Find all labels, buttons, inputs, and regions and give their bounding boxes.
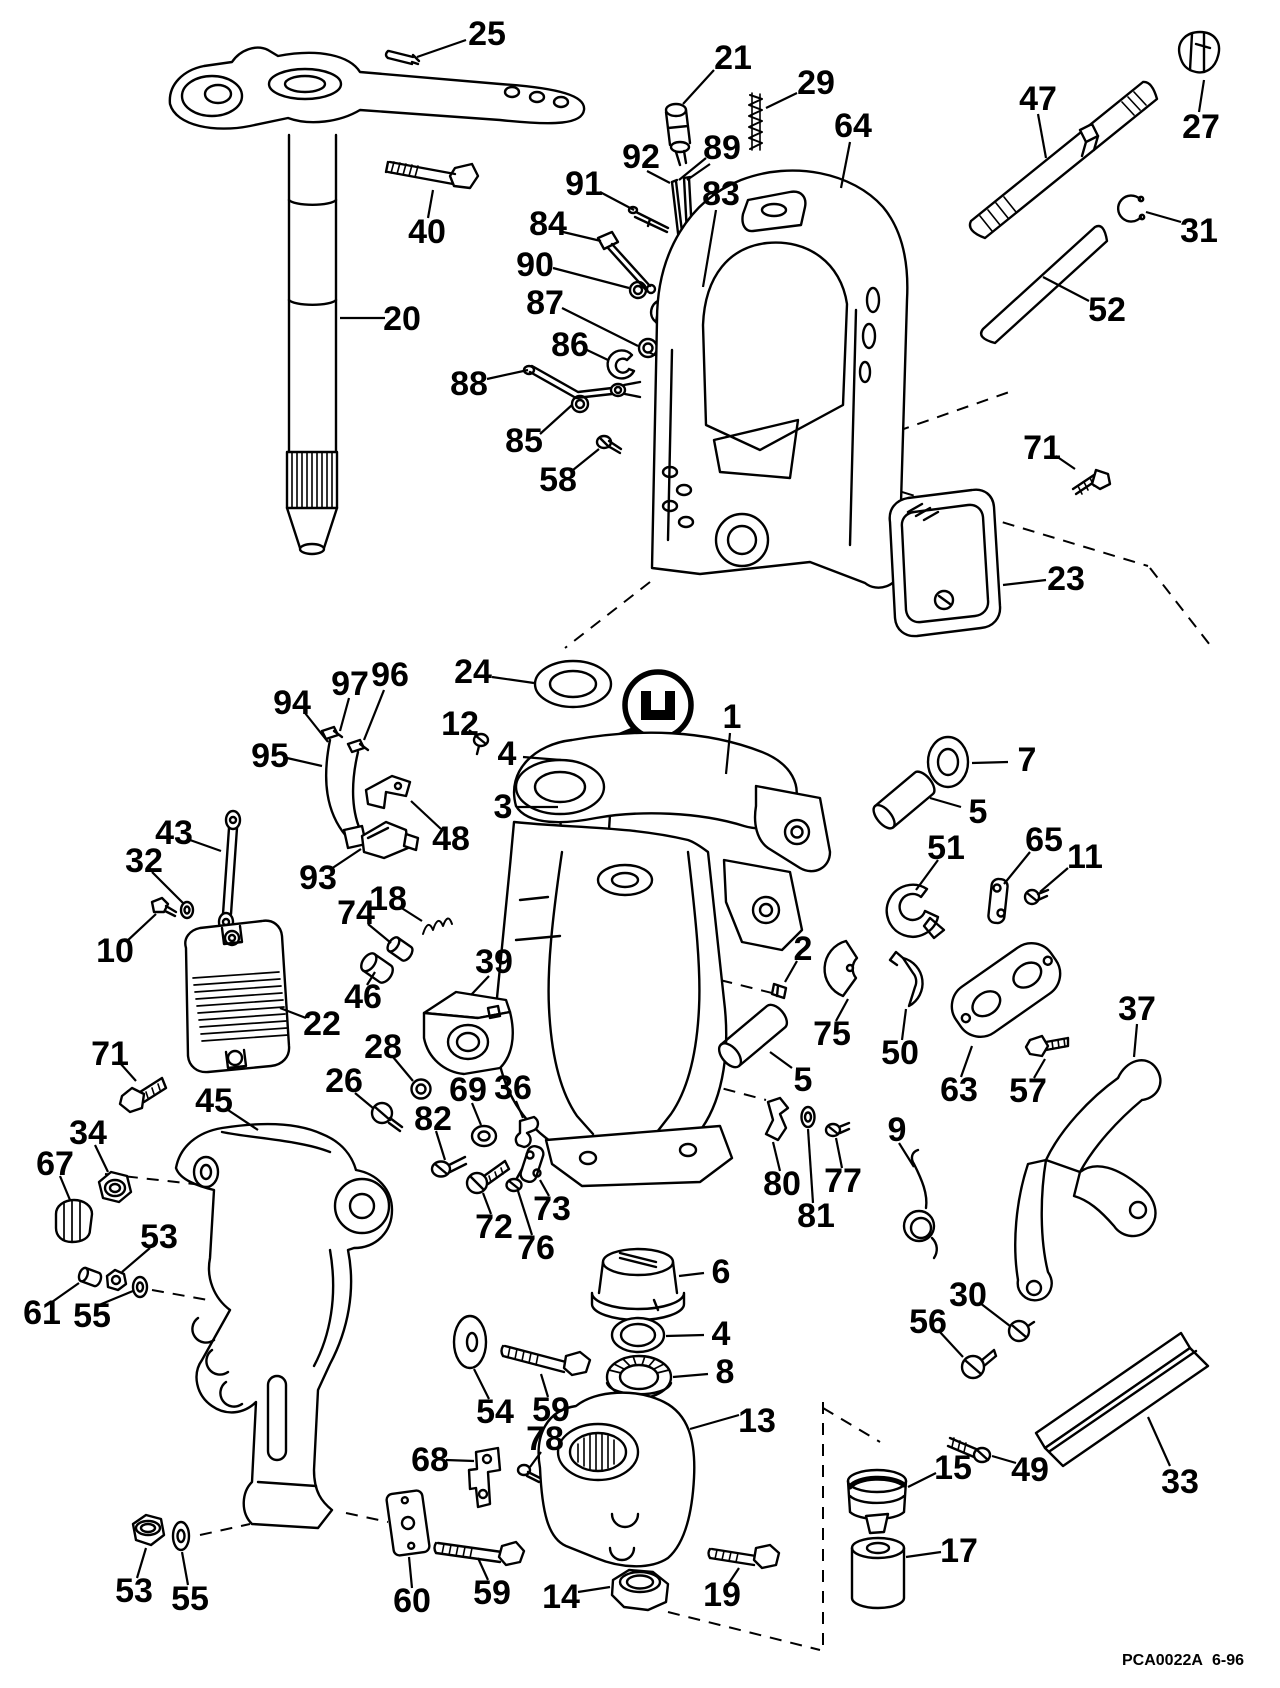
callout-76: 76: [517, 1229, 555, 1267]
callout-96: 96: [371, 656, 409, 694]
grille-plate-22: [185, 921, 289, 1072]
bolt-71-left: [120, 1078, 166, 1112]
callout-83: 83: [702, 175, 740, 213]
callout-80: 80: [763, 1165, 801, 1203]
probe-91: [629, 207, 668, 232]
callout-55: 55: [171, 1580, 209, 1618]
callout-50: 50: [881, 1034, 919, 1072]
trim-switch-93: [362, 822, 418, 858]
callout-49: 49: [1011, 1451, 1049, 1489]
nut-28: [412, 1080, 431, 1099]
alignment-dashed-line: [152, 1290, 208, 1300]
cap-67: [56, 1200, 92, 1242]
leader-line-14: [578, 1587, 610, 1592]
screw-71-top: [1073, 470, 1110, 494]
callout-90: 90: [516, 246, 554, 284]
callout-64: 64: [834, 107, 872, 145]
upper-mount-cap-15: [848, 1470, 906, 1533]
callout-68: 68: [411, 1441, 449, 1479]
callout-9: 9: [887, 1111, 907, 1149]
seal-4-bottom: [612, 1318, 664, 1352]
callout-3: 3: [493, 788, 513, 826]
callout-25: 25: [468, 15, 506, 53]
bushing-61: [77, 1267, 102, 1288]
motor-mount-6: [592, 1249, 684, 1320]
callout-22: 22: [303, 1005, 341, 1043]
callout-73: 73: [533, 1190, 571, 1228]
leader-line-7: [972, 762, 1008, 763]
washer-32: [181, 902, 193, 918]
leader-line-90: [553, 268, 629, 288]
screw-82: [432, 1157, 466, 1177]
screw-78: [518, 1465, 540, 1482]
callout-8: 8: [715, 1353, 735, 1391]
screw-76: [507, 1169, 523, 1191]
washer-55-bottom: [173, 1522, 189, 1550]
callout-67: 67: [36, 1145, 74, 1183]
washer-54: [454, 1316, 486, 1368]
bolt-59-upper: [502, 1346, 591, 1375]
leader-line-68: [446, 1460, 474, 1461]
callout-88: 88: [450, 365, 488, 403]
callout-51: 51: [927, 829, 965, 867]
washer-81: [802, 1107, 815, 1127]
grommet-69: [472, 1126, 496, 1146]
callout-87: 87: [526, 284, 564, 322]
link-43: [219, 811, 240, 931]
callout-46: 46: [344, 978, 382, 1016]
callout-14: 14: [542, 1578, 580, 1616]
nut-14: [612, 1570, 668, 1610]
pin-2: [772, 984, 786, 998]
wire-probe-84: [598, 232, 655, 293]
cam-75: [825, 941, 857, 996]
callout-89: 89: [703, 129, 741, 167]
callout-36: 36: [494, 1069, 532, 1107]
bracket-68: [469, 1448, 500, 1507]
spring-18: [423, 918, 452, 934]
callout-34: 34: [69, 1114, 107, 1152]
ring-90: [630, 282, 646, 298]
alignment-dashed-line: [200, 1524, 250, 1535]
leader-line-91: [600, 192, 634, 210]
leader-line-37: [1134, 1024, 1137, 1057]
leader-line-17: [906, 1552, 941, 1557]
steering-arm-assembly: [170, 48, 584, 554]
callout-78: 78: [526, 1420, 564, 1458]
screw-77: [826, 1123, 849, 1136]
leader-line-33: [1148, 1417, 1170, 1466]
nut-87: [639, 339, 657, 357]
callout-15: 15: [934, 1449, 972, 1487]
callout-71: 71: [91, 1035, 129, 1073]
callout-91: 91: [565, 165, 603, 203]
callout-28: 28: [364, 1028, 402, 1066]
callout-69: 69: [449, 1071, 487, 1109]
bolt-19: [709, 1545, 780, 1568]
callout-52: 52: [1088, 291, 1126, 329]
callout-94: 94: [273, 684, 311, 722]
ground-bar-33: [1036, 1333, 1208, 1466]
alignment-dashed-line: [346, 1513, 388, 1522]
mount-plate-60: [386, 1490, 430, 1556]
callout-71: 71: [1023, 429, 1061, 467]
leader-line-21: [683, 70, 714, 104]
screw-10: [152, 898, 176, 916]
alignment-dashed-line: [565, 582, 650, 648]
callout-10: 10: [96, 932, 134, 970]
leader-line-11: [1040, 868, 1068, 892]
callout-24: 24: [454, 653, 492, 691]
link-65: [988, 878, 1009, 923]
leader-line-24: [492, 677, 534, 683]
leader-line-5: [930, 798, 961, 807]
callout-29: 29: [797, 64, 835, 102]
callout-39: 39: [475, 943, 513, 981]
wire-harness-94-97: [322, 727, 368, 848]
leader-line-6: [679, 1273, 704, 1276]
leader-line-15: [908, 1473, 936, 1487]
mount-bracket-63: [942, 934, 1069, 1046]
callout-77: 77: [824, 1162, 862, 1200]
callout-59: 59: [532, 1391, 570, 1429]
snap-ring-31: [1118, 196, 1144, 222]
spring-9: [904, 1150, 937, 1258]
callout-55: 55: [73, 1297, 111, 1335]
tilt-stop-knob-21: [666, 104, 690, 165]
callout-57: 57: [1009, 1072, 1047, 1110]
screw-56: [962, 1350, 996, 1378]
link-73: [519, 1144, 545, 1183]
callout-17: 17: [940, 1532, 978, 1570]
callout-40: 40: [408, 213, 446, 251]
callout-81: 81: [797, 1197, 835, 1235]
alignment-dashed-line: [823, 1408, 880, 1442]
callout-84: 84: [529, 205, 567, 243]
plate-23: [890, 490, 1000, 636]
leader-line-47: [1038, 114, 1046, 158]
leader-line-31: [1146, 212, 1181, 222]
leader-line-29: [766, 93, 797, 108]
callout-82: 82: [414, 1100, 452, 1138]
thrust-washer-7: [928, 737, 968, 787]
leader-line-8: [673, 1374, 708, 1377]
bracket-48: [366, 776, 410, 808]
callout-47: 47: [1019, 80, 1057, 118]
clamp-86: [608, 350, 634, 378]
nut-53-bottom: [133, 1515, 164, 1545]
bushing-17: [852, 1538, 904, 1608]
callout-26: 26: [325, 1062, 363, 1100]
bolt-40: [386, 162, 478, 188]
callout-53: 53: [140, 1218, 178, 1256]
callout-19: 19: [703, 1576, 741, 1614]
callout-5: 5: [968, 793, 988, 831]
screw-58: [597, 436, 621, 453]
callout-65: 65: [1025, 821, 1063, 859]
leader-line-4: [666, 1335, 704, 1336]
bolt-57: [1026, 1036, 1068, 1056]
callout-23: 23: [1047, 560, 1085, 598]
leader-line-23: [1003, 580, 1046, 585]
leader-line-84: [563, 232, 601, 241]
leader-line-43: [190, 840, 221, 851]
screw-30: [1009, 1321, 1034, 1341]
cap-nut-27: [1179, 32, 1219, 72]
callout-33: 33: [1161, 1463, 1199, 1501]
spring-29: [749, 93, 762, 150]
callout-56: 56: [909, 1303, 947, 1341]
callout-37: 37: [1118, 990, 1156, 1028]
callout-92: 92: [622, 138, 660, 176]
callout-61: 61: [23, 1294, 61, 1332]
transom-bracket-stbd-45: [176, 1124, 392, 1528]
latch-80: [766, 1098, 788, 1140]
leader-line-81: [808, 1129, 813, 1203]
callout-93: 93: [299, 859, 337, 897]
tilt-tube-47: [970, 82, 1157, 238]
leader-line-95: [287, 758, 322, 766]
callout-32: 32: [125, 842, 163, 880]
callout-21: 21: [714, 39, 752, 77]
callout-1: 1: [722, 698, 742, 736]
washer-24: [535, 661, 611, 707]
bushing-5-upper: [870, 768, 939, 832]
callout-72: 72: [475, 1208, 513, 1246]
footer: [1122, 1652, 1244, 1669]
date-code: 6-96: [1212, 1652, 1245, 1669]
clamp-39: [424, 992, 513, 1074]
alignment-dashed-line: [668, 1612, 820, 1650]
bolt-72: [467, 1161, 509, 1193]
drawing-code: PCA0022A: [1122, 1652, 1203, 1669]
callout-86: 86: [551, 326, 589, 364]
callout-11: 11: [1067, 838, 1103, 876]
screw-26: [372, 1103, 402, 1131]
callout-60: 60: [393, 1582, 431, 1620]
leader-line-85: [540, 405, 572, 434]
transom-bracket-port-64: [652, 171, 907, 588]
callout-85: 85: [505, 422, 543, 460]
leader-line-86: [587, 350, 608, 360]
callout-63: 63: [940, 1071, 978, 1109]
alignment-dashed-line: [1150, 568, 1210, 645]
leader-line-5: [770, 1052, 792, 1068]
callout-74: 74: [337, 894, 375, 932]
callout-4: 4: [711, 1315, 731, 1353]
bushing-74: [385, 935, 415, 962]
link-arm-88: [524, 366, 640, 398]
screw-11: [1025, 890, 1048, 904]
callout-30: 30: [949, 1276, 987, 1314]
cam-50: [890, 952, 923, 1006]
callout-45: 45: [195, 1082, 233, 1120]
callout-59: 59: [473, 1574, 511, 1612]
callout-2: 2: [793, 930, 813, 968]
callout-7: 7: [1017, 741, 1037, 779]
callout-58: 58: [539, 461, 577, 499]
callout-75: 75: [813, 1015, 851, 1053]
clamp-51: [887, 885, 944, 938]
callout-43: 43: [155, 814, 193, 852]
leader-line-88: [487, 370, 528, 379]
callout-95: 95: [251, 737, 289, 775]
callout-5: 5: [793, 1061, 813, 1099]
pivot-pin-25: [386, 51, 419, 64]
callout-4: 4: [497, 735, 517, 773]
callout-48: 48: [432, 820, 470, 858]
callout-31: 31: [1180, 212, 1218, 250]
clamp-36: [516, 1117, 538, 1147]
locknut-34: [99, 1172, 131, 1202]
callout-6: 6: [711, 1253, 731, 1291]
callout-12: 12: [441, 705, 479, 743]
leader-line-25: [417, 40, 466, 57]
nut-53-left: [107, 1270, 126, 1290]
callout-13: 13: [738, 1402, 776, 1440]
washer-55-left: [133, 1277, 147, 1297]
callout-18: 18: [369, 880, 407, 918]
callout-20: 20: [383, 300, 421, 338]
callout-27: 27: [1182, 108, 1220, 146]
callout-97: 97: [331, 665, 369, 703]
leader-line-13: [690, 1415, 739, 1429]
callout-54: 54: [476, 1393, 514, 1431]
callout-53: 53: [115, 1572, 153, 1610]
